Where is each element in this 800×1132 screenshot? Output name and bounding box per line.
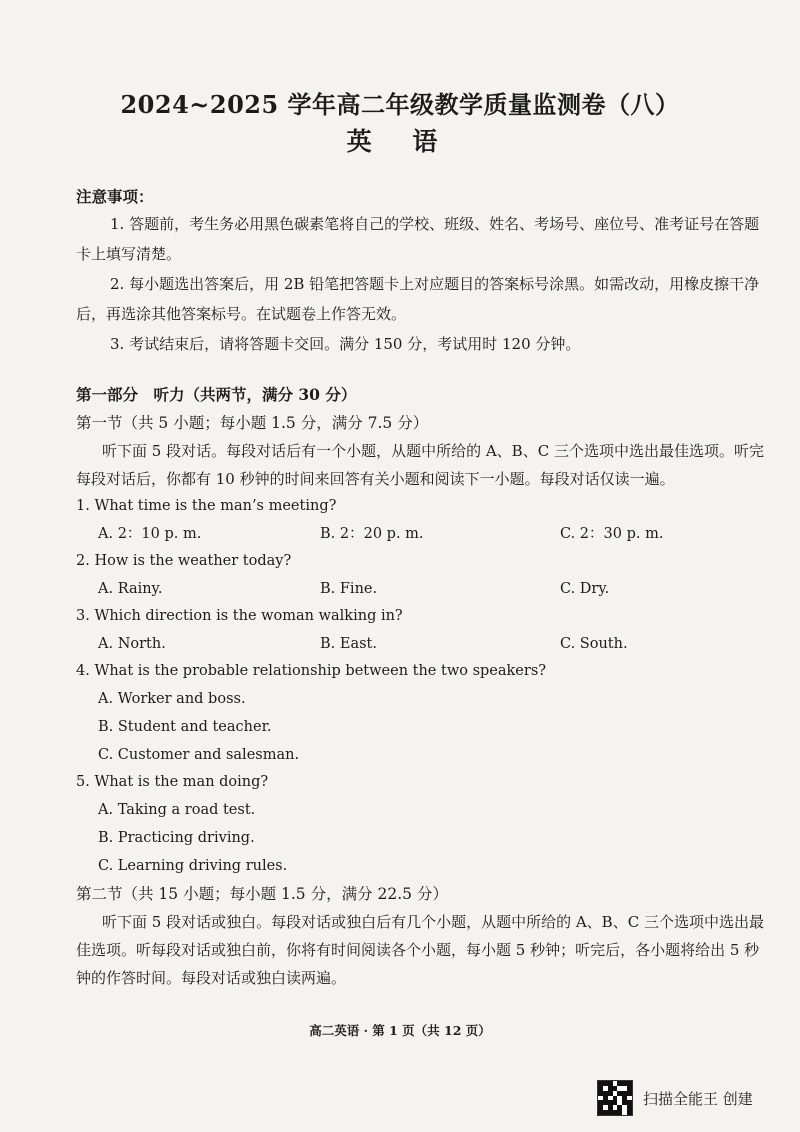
qr-code-icon	[597, 1080, 633, 1116]
scanner-watermark	[597, 1080, 753, 1116]
option-c: C. 2：30 p. m.	[560, 526, 664, 542]
option-b: B. Student and teacher.	[98, 719, 272, 735]
exam-subject: 英 语	[346, 127, 454, 156]
option-c: C. Customer and salesman.	[98, 747, 300, 763]
notice-item-2: 2. 每小题选出答案后，用 2B 铅笔把答题卡上对应题目的答案标号涂黑。如需改动，用橡皮擦干净后，再选涂其他答案标号。在试题卷上作答无效。	[76, 275, 760, 323]
question-1: 1. What time is the man’s meeting?	[76, 498, 337, 514]
option-a: A. Taking a road test.	[98, 802, 256, 818]
exam-title: 2024~2025 学年高二年级教学质量监测卷（八）	[120, 90, 680, 119]
option-a: A. North.	[98, 636, 166, 652]
page-footer: 高二英语 · 第 1 页（共 12 页）	[309, 1023, 491, 1038]
question-4: 4. What is the probable relationship between the two speakers?	[76, 663, 547, 679]
notice-heading: 注意事项：	[76, 187, 154, 206]
option-a: A. Worker and boss.	[98, 691, 246, 707]
question-5: 5. What is the man doing?	[76, 774, 269, 790]
question-1-options	[76, 520, 766, 548]
notice-item-3: 3. 考试结束后，请将答题卡交回。满分 150 分，考试用时 120 分钟。	[110, 335, 581, 353]
section1-title: 第一节（共 5 小题；每小题 1.5 分，满分 7.5 分）	[76, 414, 429, 432]
section2-title: 第二节（共 15 小题；每小题 1.5 分，满分 22.5 分）	[76, 885, 448, 903]
option-b: B. Practicing driving.	[98, 830, 255, 846]
part1-title: 第一部分 听力（共两节，满分 30 分）	[76, 385, 357, 404]
option-a: A. Rainy.	[98, 581, 163, 597]
option-c: C. South.	[560, 636, 628, 652]
option-c: C. Dry.	[560, 581, 610, 597]
exam-content	[76, 184, 766, 992]
option-b: B. East.	[320, 636, 377, 652]
section2-intro: 听下面 5 段对话或独白。每段对话或独白后有几个小题，从题中所给的 A、B、C 三个选项中选出最佳选项。听每段对话或独白前，你将有时间阅读各个小题，每小题 5 秒钟；听完后，各小题将给出 5 秒钟的作答时间。每段对话或独白读两遍。	[76, 913, 764, 987]
section1-intro: 听下面 5 段对话。每段对话后有一个小题，从题中所给的 A、B、C 三个选项中选出最佳选项。听完每段对话后，你都有 10 秒钟的时间来回答有关小题和阅读下一小题。每段对话仅读一遍。	[76, 442, 764, 488]
question-3-options	[76, 630, 766, 658]
option-b: B. 2：20 p. m.	[320, 526, 424, 542]
question-2-options	[76, 575, 766, 603]
option-a: A. 2：10 p. m.	[98, 526, 202, 542]
notice-item-1: 1. 答题前，考生务必用黑色碳素笔将自己的学校、班级、姓名、考场号、座位号、准考证号在答题卡上填写清楚。	[76, 215, 760, 263]
scanner-watermark-text: 扫描全能王 创建	[643, 1089, 753, 1108]
question-3: 3. Which direction is the woman walking in?	[76, 608, 403, 624]
option-c: C. Learning driving rules.	[98, 858, 288, 874]
option-b: B. Fine.	[320, 581, 378, 597]
question-2: 2. How is the weather today?	[76, 553, 292, 569]
